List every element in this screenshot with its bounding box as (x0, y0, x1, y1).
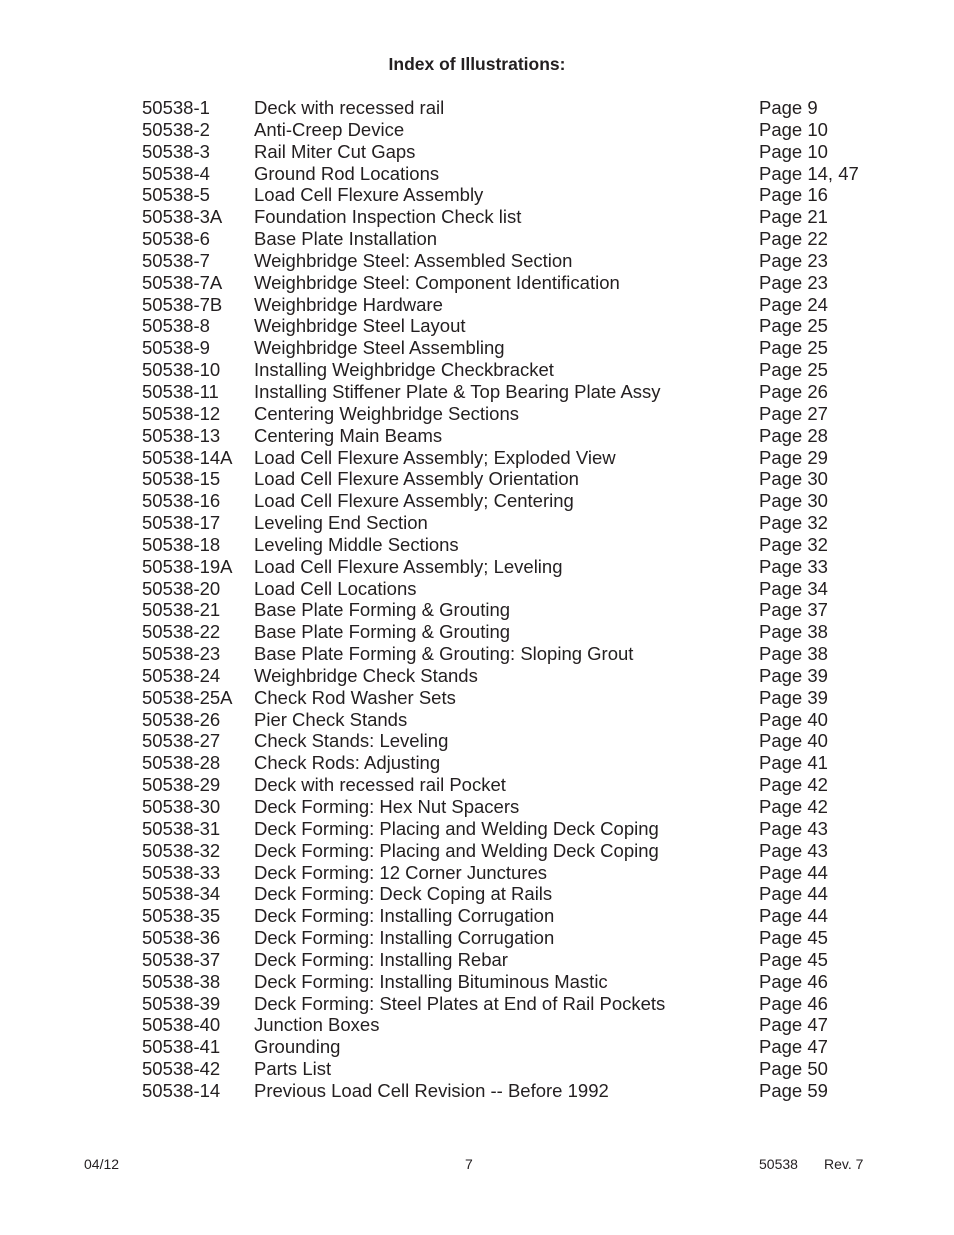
index-row (142, 141, 902, 163)
index-row (142, 599, 902, 621)
index-row (142, 687, 902, 709)
figure-title: Weighbridge Steel Assembling (254, 337, 505, 359)
figure-page-reference: Page 27 (759, 402, 828, 424)
figure-number: 50538-20 (142, 577, 221, 599)
figure-title: Check Stands: Leveling (254, 730, 449, 752)
figure-title: Deck Forming: Placing and Welding Deck Coping (254, 817, 659, 839)
figure-number: 50538-1 (142, 97, 210, 118)
figure-number: 50538-13 (142, 424, 221, 446)
figure-page-reference: Page 25 (759, 337, 828, 359)
figure-number: 50538-24 (142, 664, 221, 686)
figure-title: Previous Load Cell Revision -- Before 1992 (254, 1079, 609, 1101)
figure-page-reference: Page 32 (759, 533, 828, 555)
figure-title: Load Cell Flexure Assembly; Centering (254, 490, 574, 512)
figure-number: 50538-36 (142, 927, 221, 949)
figure-page-reference: Page 14, 47 (759, 162, 859, 184)
figure-title: Weighbridge Hardware (254, 293, 443, 315)
figure-title: Deck Forming: Steel Plates at End of Rail Pockets (254, 992, 666, 1014)
figure-title: Weighbridge Check Stands (254, 664, 478, 686)
figure-number: 50538-22 (142, 621, 221, 643)
figure-page-reference: Page 40 (759, 708, 828, 730)
figure-title: Base Plate Installation (254, 228, 438, 250)
figure-title: Grounding (254, 1036, 341, 1058)
index-row (142, 425, 902, 447)
figure-number: 50538-16 (142, 490, 221, 512)
figure-title: Deck Forming: 12 Corner Junctures (254, 861, 548, 883)
figure-number: 50538-14A (142, 446, 233, 468)
figure-page-reference: Page 42 (759, 796, 828, 817)
figure-number: 50538-12 (142, 402, 221, 424)
figure-title: Deck Forming: Installing Corrugation (254, 905, 555, 927)
figure-page-reference: Page 47 (759, 1036, 828, 1058)
figure-title: Load Cell Flexure Assembly; Exploded View (254, 446, 616, 468)
figure-page-reference: Page 10 (759, 118, 828, 140)
illustration-index-list (142, 97, 902, 1102)
figure-page-reference: Page 24 (759, 293, 828, 315)
index-row (142, 512, 902, 534)
figure-number: 50538-5 (142, 184, 210, 206)
figure-title: Weighbridge Steel: Assembled Section (254, 249, 573, 271)
index-row (142, 905, 902, 927)
index-row (142, 97, 902, 119)
figure-title: Weighbridge Steel: Component Identification (254, 271, 620, 293)
index-row (142, 927, 902, 949)
figure-title: Base Plate Forming & Grouting (254, 599, 511, 621)
figure-title: Deck with recessed rail Pocket (254, 774, 506, 796)
figure-page-reference: Page 29 (759, 446, 828, 468)
figure-title: Leveling Middle Sections (254, 533, 459, 555)
figure-title: Load Cell Locations (254, 577, 417, 599)
figure-title: Base Plate Forming & Grouting (254, 621, 511, 643)
figure-page-reference: Page 23 (759, 249, 828, 271)
figure-number: 50538-7 (142, 249, 210, 271)
figure-page-reference: Page 25 (759, 315, 828, 337)
index-row (142, 272, 902, 294)
index-row (142, 971, 902, 993)
figure-title: Ground Rod Locations (254, 162, 440, 184)
figure-page-reference: Page 39 (759, 686, 828, 708)
index-row (142, 337, 902, 359)
figure-title: Check Rods: Adjusting (254, 752, 441, 774)
figure-page-reference: Page 16 (759, 184, 828, 206)
figure-number: 50538-40 (142, 1014, 221, 1036)
figure-page-reference: Page 45 (759, 948, 828, 970)
figure-page-reference: Page 43 (759, 839, 828, 861)
figure-title: Leveling End Section (254, 512, 428, 534)
index-row (142, 228, 902, 250)
figure-page-reference: Page 30 (759, 490, 828, 512)
figure-page-reference: Page 41 (759, 752, 828, 774)
figure-title: Installing Weighbridge Checkbracket (254, 359, 554, 381)
index-row (142, 490, 902, 512)
figure-page-reference: Page 34 (759, 577, 828, 599)
figure-number: 50538-25A (142, 686, 233, 708)
figure-page-reference: Page 46 (759, 992, 828, 1014)
figure-number: 50538-7A (142, 271, 223, 293)
figure-title: Rail Miter Cut Gaps (254, 140, 416, 162)
figure-number: 50538-26 (142, 708, 221, 730)
index-row (142, 184, 902, 206)
index-row (142, 534, 902, 556)
figure-page-reference: Page 40 (759, 730, 828, 752)
figure-page-reference: Page 47 (759, 1014, 828, 1036)
figure-page-reference: Page 45 (759, 927, 828, 949)
index-row (142, 993, 902, 1015)
figure-number: 50538-18 (142, 533, 221, 555)
figure-title: Junction Boxes (254, 1014, 380, 1036)
index-row (142, 709, 902, 731)
figure-number: 50538-30 (142, 796, 221, 817)
figure-page-reference: Page 39 (759, 664, 828, 686)
figure-number: 50538-19A (142, 555, 233, 577)
figure-number: 50538-14 (142, 1079, 221, 1101)
index-row (142, 643, 902, 665)
figure-title: Deck Forming: Placing and Welding Deck Coping (254, 839, 659, 861)
figure-number: 50538-7B (142, 293, 223, 315)
figure-number: 50538-38 (142, 970, 221, 992)
figure-title: Check Rod Washer Sets (254, 686, 456, 708)
index-row (142, 1058, 902, 1080)
figure-title: Deck Forming: Installing Rebar (254, 948, 508, 970)
index-row (142, 163, 902, 185)
footer-document-number: 50538 (759, 1156, 798, 1172)
figure-page-reference: Page 38 (759, 643, 828, 665)
figure-number: 50538-42 (142, 1058, 221, 1080)
figure-title: Deck Forming: Installing Corrugation (254, 927, 555, 949)
figure-page-reference: Page 23 (759, 271, 828, 293)
figure-number: 50538-35 (142, 905, 221, 927)
index-row (142, 206, 902, 228)
index-row (142, 774, 902, 796)
figure-title: Installing Stiffener Plate & Top Bearing Plate Assy (254, 380, 661, 402)
figure-number: 50538-10 (142, 359, 221, 381)
index-row (142, 730, 902, 752)
figure-number: 50538-28 (142, 752, 221, 774)
figure-page-reference: Page 46 (759, 970, 828, 992)
figure-number: 50538-8 (142, 315, 210, 337)
index-row (142, 403, 902, 425)
footer-page-number: 7 (465, 1156, 473, 1172)
figure-number: 50538-2 (142, 118, 210, 140)
figure-page-reference: Page 42 (759, 774, 828, 796)
index-row (142, 250, 902, 272)
index-row (142, 556, 902, 578)
index-row (142, 621, 902, 643)
figure-number: 50538-11 (142, 380, 219, 402)
index-row (142, 294, 902, 316)
figure-number: 50538-3A (142, 206, 223, 228)
figure-page-reference: Page 43 (759, 817, 828, 839)
figure-number: 50538-41 (142, 1036, 221, 1058)
index-row (142, 447, 902, 469)
index-row (142, 578, 902, 600)
figure-number: 50538-32 (142, 839, 221, 861)
figure-page-reference: Page 32 (759, 512, 828, 534)
index-row (142, 840, 902, 862)
figure-page-reference: Page 38 (759, 621, 828, 643)
figure-page-reference: Page 59 (759, 1079, 828, 1101)
figure-page-reference: Page 28 (759, 424, 828, 446)
figure-page-reference: Page 9 (759, 97, 818, 118)
figure-title: Deck with recessed rail (254, 97, 445, 118)
figure-title: Centering Main Beams (254, 424, 443, 446)
figure-title: Centering Weighbridge Sections (254, 402, 519, 424)
index-row (142, 1014, 902, 1036)
index-row (142, 862, 902, 884)
figure-page-reference: Page 30 (759, 468, 828, 490)
figure-number: 50538-27 (142, 730, 221, 752)
index-row (142, 119, 902, 141)
figure-title: Load Cell Flexure Assembly; Leveling (254, 555, 563, 577)
figure-page-reference: Page 22 (759, 228, 828, 250)
index-row (142, 818, 902, 840)
figure-number: 50538-17 (142, 512, 221, 534)
figure-page-reference: Page 44 (759, 905, 828, 927)
figure-number: 50538-3 (142, 140, 210, 162)
figure-page-reference: Page 26 (759, 380, 828, 402)
figure-title: Pier Check Stands (254, 708, 408, 730)
figure-number: 50538-31 (142, 817, 221, 839)
figure-number: 50538-23 (142, 643, 221, 665)
index-row (142, 468, 902, 490)
figure-page-reference: Page 44 (759, 883, 828, 905)
figure-number: 50538-21 (142, 599, 221, 621)
index-row (142, 315, 902, 337)
figure-number: 50538-9 (142, 337, 210, 359)
figure-page-reference: Page 50 (759, 1058, 828, 1080)
figure-number: 50538-15 (142, 468, 221, 490)
figure-title: Weighbridge Steel Layout (254, 315, 466, 337)
index-row (142, 752, 902, 774)
figure-title: Anti-Creep Device (254, 118, 405, 140)
figure-page-reference: Page 10 (759, 140, 828, 162)
figure-title: Foundation Inspection Check list (254, 206, 522, 228)
figure-number: 50538-33 (142, 861, 221, 883)
footer-revision: Rev. 7 (824, 1156, 864, 1172)
figure-title: Load Cell Flexure Assembly Orientation (254, 468, 579, 490)
figure-page-reference: Page 25 (759, 359, 828, 381)
figure-title: Deck Forming: Deck Coping at Rails (254, 883, 553, 905)
index-row (142, 796, 902, 818)
figure-title: Parts List (254, 1058, 332, 1080)
figure-title: Deck Forming: Hex Nut Spacers (254, 796, 520, 817)
figure-title: Deck Forming: Installing Bituminous Mastic (254, 970, 608, 992)
figure-page-reference: Page 33 (759, 555, 828, 577)
figure-number: 50538-34 (142, 883, 221, 905)
index-row (142, 359, 902, 381)
figure-number: 50538-37 (142, 948, 221, 970)
index-row (142, 1080, 902, 1102)
figure-number: 50538-29 (142, 774, 221, 796)
index-row (142, 381, 902, 403)
figure-title: Load Cell Flexure Assembly (254, 184, 484, 206)
index-row (142, 665, 902, 687)
page-title: Index of Illustrations: (388, 54, 566, 74)
index-row (142, 949, 902, 971)
figure-page-reference: Page 44 (759, 861, 828, 883)
figure-page-reference: Page 21 (759, 206, 828, 228)
figure-title: Base Plate Forming & Grouting: Sloping Grout (254, 643, 634, 665)
footer-date: 04/12 (84, 1156, 120, 1172)
figure-page-reference: Page 37 (759, 599, 828, 621)
index-row (142, 1036, 902, 1058)
figure-number: 50538-6 (142, 228, 210, 250)
figure-number: 50538-4 (142, 162, 210, 184)
index-row (142, 883, 902, 905)
figure-number: 50538-39 (142, 992, 221, 1014)
